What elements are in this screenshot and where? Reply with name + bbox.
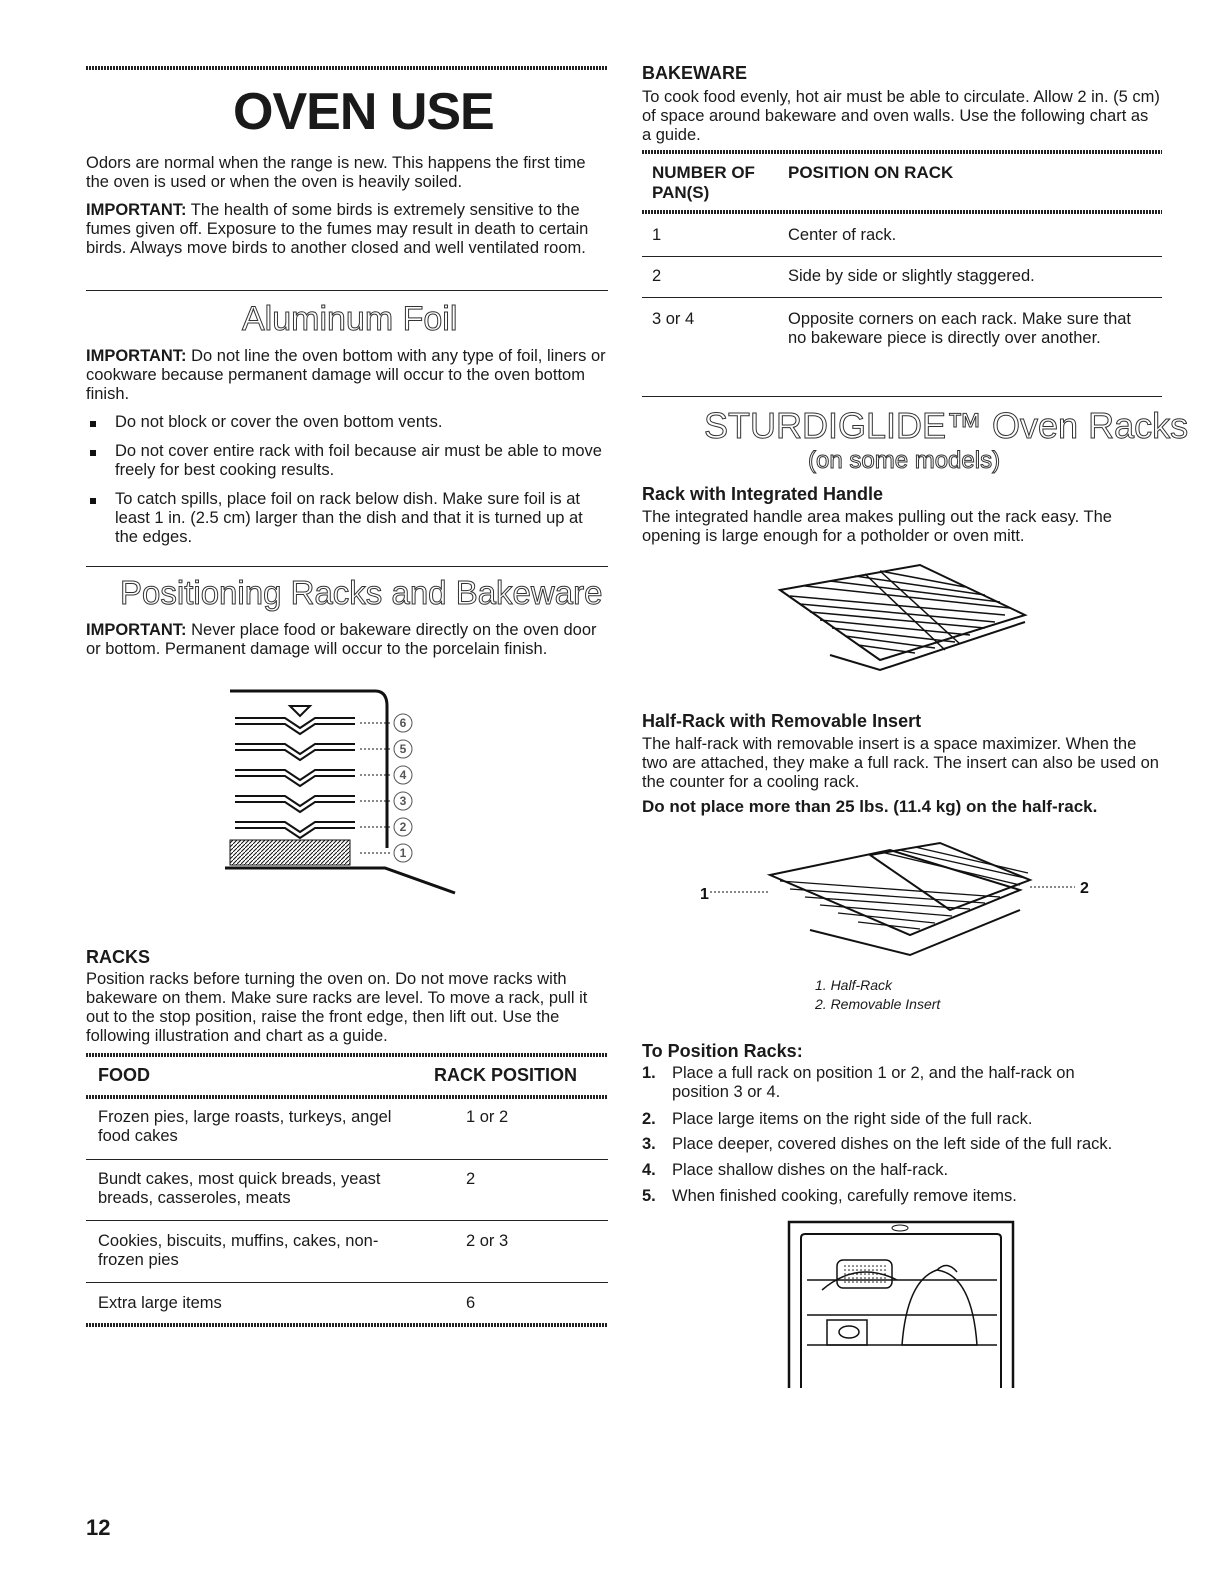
food-row-2-position: 2: [466, 1170, 476, 1188]
table-bottom-rule: [86, 1323, 608, 1327]
important-label: IMPORTANT:: [86, 621, 187, 639]
section-divider: [642, 396, 1162, 397]
callout-1: 1: [700, 886, 709, 903]
rack-number: 6: [399, 716, 407, 730]
step-1: Place a full rack on position 1 or 2, and the half-rack on position 3 or 4.: [672, 1064, 1075, 1101]
full-rack-illustration: [770, 560, 1030, 680]
row-divider: [86, 1159, 608, 1160]
row-divider: [642, 297, 1162, 298]
oven-interior-illustration: [787, 1220, 1017, 1390]
col-header-pans: NUMBER OF PAN(S): [652, 163, 755, 202]
rack-number: 2: [399, 820, 407, 834]
bullet-icon: [90, 421, 96, 427]
important-label: IMPORTANT:: [86, 201, 187, 219]
table-top-rule: [642, 150, 1162, 154]
table-header-rule: [642, 210, 1162, 214]
step-number: 5.: [642, 1187, 656, 1205]
important-birds: [86, 201, 606, 258]
title-top-rule: [86, 66, 608, 70]
col-header-position-on-rack: POSITION ON RACK: [788, 163, 954, 182]
half-rack-warning: Do not place more than 25 lbs. (11.4 kg) on the half-rack.: [642, 797, 1098, 816]
important-text: Never place food or bakeware directly on the oven door or bottom. Permanent damage will occur to the porcelain finish.: [86, 621, 597, 658]
foil-important: [86, 347, 606, 404]
rack-number: 4: [399, 768, 407, 782]
caption-half-rack: 1. Half-Rack: [815, 977, 893, 993]
pans-row-2-position: Side by side or slightly staggered.: [788, 267, 1035, 285]
callout-2: 2: [1080, 880, 1089, 897]
intro-text: Odors are normal when the range is new. This happens the first time the oven is used or when the oven is heavily soiled.: [86, 154, 586, 191]
rack-number: 1: [399, 846, 407, 860]
positioning-important: [86, 621, 606, 659]
section-divider: [86, 290, 608, 291]
pans-row-1: 1: [652, 226, 662, 244]
position-racks-heading: To Position Racks:: [642, 1041, 803, 1061]
section-divider: [86, 566, 608, 567]
step-3: Place deeper, covered dishes on the left side of the full rack.: [672, 1135, 1113, 1153]
col-header-food: FOOD: [98, 1065, 150, 1085]
bullet-icon: [90, 498, 96, 504]
important-label: IMPORTANT:: [86, 347, 187, 365]
rack-number: 5: [399, 742, 407, 756]
handle-heading: Rack with Integrated Handle: [642, 484, 884, 504]
step-number: 4.: [642, 1161, 656, 1179]
pans-row-3: 3 or 4: [652, 310, 695, 328]
step-number: 3.: [642, 1135, 656, 1153]
bakeware-heading: BAKEWARE: [642, 63, 748, 83]
food-row-2: Bundt cakes, most quick breads, yeast breads, casseroles, meats: [98, 1170, 381, 1207]
half-rack-text: The half-rack with removable insert is a space maximizer. When the two are attached, they make a full rack. The insert can also be used on the counter for a cooling rack.: [642, 735, 1159, 791]
foil-bullet-2: Do not cover entire rack with foil because air must be able to move freely for best cooking results.: [115, 442, 602, 479]
pans-row-1-position: Center of rack.: [788, 226, 897, 244]
page-title: OVEN USE: [233, 83, 494, 141]
foil-bullet-1: Do not block or cover the oven bottom vents.: [115, 413, 443, 431]
food-row-1: Frozen pies, large roasts, turkeys, angel food cakes: [98, 1108, 392, 1145]
racks-text: Position racks before turning the oven on. Do not move racks with bakeware on them. Make sure racks are level. To move a rack, pull it out to the stop position, raise the front edge, then lift out. Use the following illustration and chart as a guide.: [86, 970, 588, 1045]
step-4: Place shallow dishes on the half-rack.: [672, 1161, 949, 1179]
table-top-rule: [86, 1053, 608, 1057]
row-divider: [86, 1220, 608, 1221]
bakeware-text: To cook food evenly, hot air must be able to circulate. Allow 2 in. (5 cm) of space around bakeware and oven walls. Use the following chart as a guide.: [642, 88, 1160, 144]
food-row-1-position: 1 or 2: [466, 1108, 509, 1126]
row-divider: [86, 1282, 608, 1283]
food-row-3-position: 2 or 3: [466, 1232, 509, 1250]
sturdiglide-heading: STURDIGLIDE™ Oven Racks: [704, 405, 1189, 446]
step-number: 2.: [642, 1110, 656, 1128]
food-row-3: Cookies, biscuits, muffins, cakes, non-frozen pies: [98, 1232, 379, 1269]
foil-heading: Aluminum Foil: [242, 300, 458, 338]
col-header-rack-position: RACK POSITION: [434, 1065, 578, 1085]
important-text: Do not line the oven bottom with any type of foil, liners or cookware because permanent damage will occur to the oven bottom finish.: [86, 347, 606, 403]
racks-heading: RACKS: [86, 947, 151, 967]
row-divider: [642, 256, 1162, 257]
half-rack-heading: Half-Rack with Removable Insert: [642, 711, 922, 731]
pans-row-2: 2: [652, 267, 662, 285]
pans-row-3-position: Opposite corners on each rack. Make sure that no bakeware piece is directly over another.: [788, 310, 1132, 347]
sturdiglide-subheading: (on some models): [808, 447, 1001, 474]
positioning-heading: Positioning Racks and Bakeware: [120, 574, 603, 611]
step-2: Place large items on the right side of the full rack.: [672, 1110, 1033, 1128]
handle-text: The integrated handle area makes pulling out the rack easy. The opening is large enough for a potholder or oven mitt.: [642, 508, 1112, 545]
food-row-4-position: 6: [466, 1294, 476, 1312]
rack-number: 3: [399, 794, 407, 808]
food-row-4: Extra large items: [98, 1294, 222, 1312]
step-number: 1.: [642, 1064, 656, 1082]
table-header-rule: [86, 1095, 608, 1099]
important-text: The health of some birds is extremely sensitive to the fumes given off. Exposure to the fumes may result in death to certain birds. Always move birds to another closed and well ventilated room.: [86, 201, 589, 257]
bullet-icon: [90, 450, 96, 456]
foil-bullet-3: To catch spills, place foil on rack below dish. Make sure foil is at least 1 in. (2.5 cm) larger than the dish and that it is turned up at the edges.: [115, 490, 583, 546]
half-rack-illustration: [690, 835, 1110, 975]
rack-positions-illustration: [225, 688, 465, 898]
caption-removable-insert: 2. Removable Insert: [815, 996, 941, 1012]
step-5: When finished cooking, carefully remove items.: [672, 1187, 1017, 1205]
page-number: 12: [86, 1515, 111, 1540]
